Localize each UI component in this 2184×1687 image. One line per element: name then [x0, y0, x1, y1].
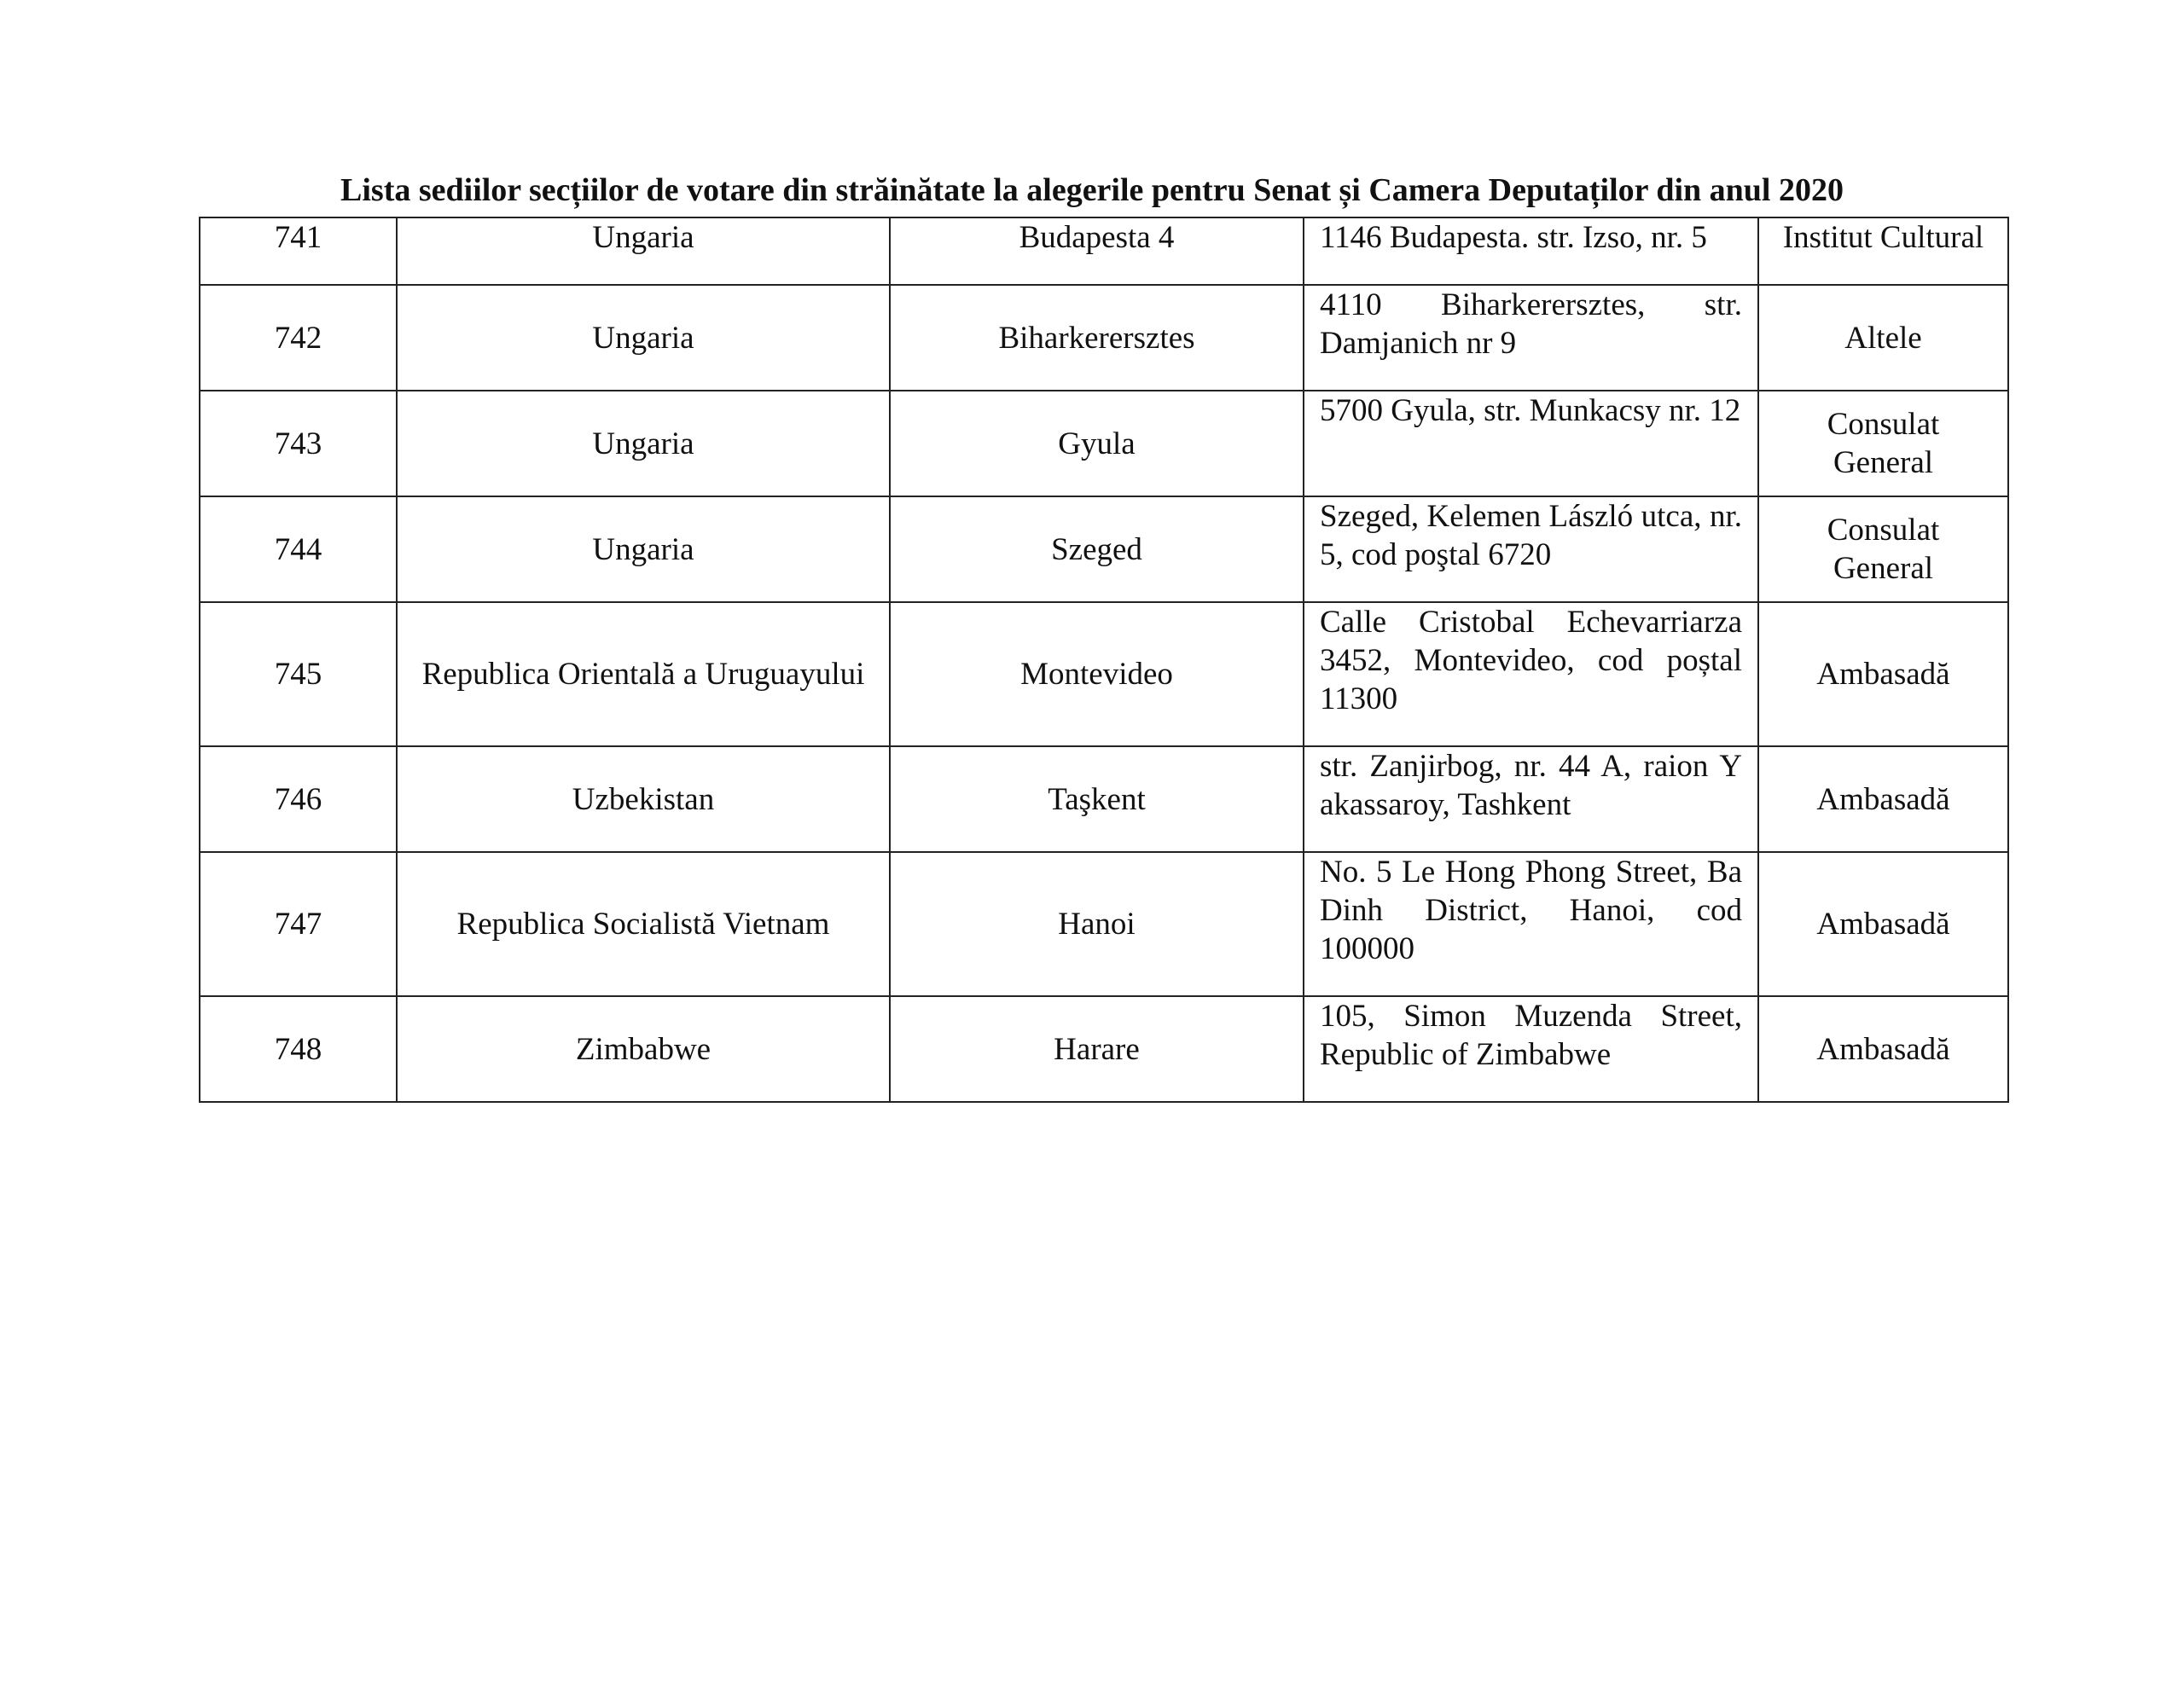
- station-country: Ungaria: [397, 496, 890, 602]
- station-number: 745: [200, 602, 397, 746]
- table-row: [200, 285, 2008, 391]
- station-country: Republica Orientală a Uruguayului: [397, 602, 890, 746]
- station-type: Ambasadă: [1758, 602, 2008, 746]
- station-address: 105, Simon Muzenda Street, Republic of Zimbabwe: [1304, 996, 1758, 1102]
- polling-stations-table: [199, 217, 2009, 1103]
- station-country: Ungaria: [397, 285, 890, 391]
- station-location: Montevideo: [890, 602, 1304, 746]
- station-type: Consulat General: [1758, 391, 2008, 496]
- station-type: Institut Cultural: [1758, 217, 2008, 285]
- station-number: 747: [200, 852, 397, 996]
- table-row: [200, 852, 2008, 996]
- station-location: Szeged: [890, 496, 1304, 602]
- station-address: Calle Cristobal Echevarriarza 3452, Montevideo, cod poștal 11300: [1304, 602, 1758, 746]
- station-location: Taşkent: [890, 746, 1304, 852]
- station-country: Ungaria: [397, 391, 890, 496]
- station-location: Harare: [890, 996, 1304, 1102]
- station-number: 743: [200, 391, 397, 496]
- table-row: [200, 602, 2008, 746]
- station-type: Ambasadă: [1758, 996, 2008, 1102]
- station-address: 1146 Budapesta. str. Izso, nr. 5: [1304, 217, 1758, 285]
- station-type: Ambasadă: [1758, 852, 2008, 996]
- station-address: No. 5 Le Hong Phong Street, Ba Dinh District, Hanoi, cod 100000: [1304, 852, 1758, 996]
- station-type: Altele: [1758, 285, 2008, 391]
- station-type: Consulat General: [1758, 496, 2008, 602]
- station-number: 744: [200, 496, 397, 602]
- station-number: 748: [200, 996, 397, 1102]
- station-address: 5700 Gyula, str. Munkacsy nr. 12: [1304, 391, 1758, 496]
- station-address: 4110 Biharkerersztes, str. Damjanich nr 9: [1304, 285, 1758, 391]
- table-row: [200, 746, 2008, 852]
- station-location: Hanoi: [890, 852, 1304, 996]
- table-row: [200, 391, 2008, 496]
- station-country: Uzbekistan: [397, 746, 890, 852]
- station-address: Szeged, Kelemen László utca, nr. 5, cod poştal 6720: [1304, 496, 1758, 602]
- table-row: [200, 217, 2008, 285]
- station-type: Ambasadă: [1758, 746, 2008, 852]
- station-location: Budapesta 4: [890, 217, 1304, 285]
- page-title: Lista sediilor secțiilor de votare din străinătate la alegerile pentru Senat și Camera Deputaților din anul 2020: [340, 172, 1844, 208]
- station-location: Biharkerersztes: [890, 285, 1304, 391]
- station-number: 742: [200, 285, 397, 391]
- station-country: Ungaria: [397, 217, 890, 285]
- station-number: 746: [200, 746, 397, 852]
- station-address: str. Zanjirbog, nr. 44 A, raion Y akassaroy, Tashkent: [1304, 746, 1758, 852]
- station-country: Republica Socialistă Vietnam: [397, 852, 890, 996]
- station-location: Gyula: [890, 391, 1304, 496]
- station-country: Zimbabwe: [397, 996, 890, 1102]
- station-number: 741: [200, 217, 397, 285]
- table-row: [200, 996, 2008, 1102]
- table-row: [200, 496, 2008, 602]
